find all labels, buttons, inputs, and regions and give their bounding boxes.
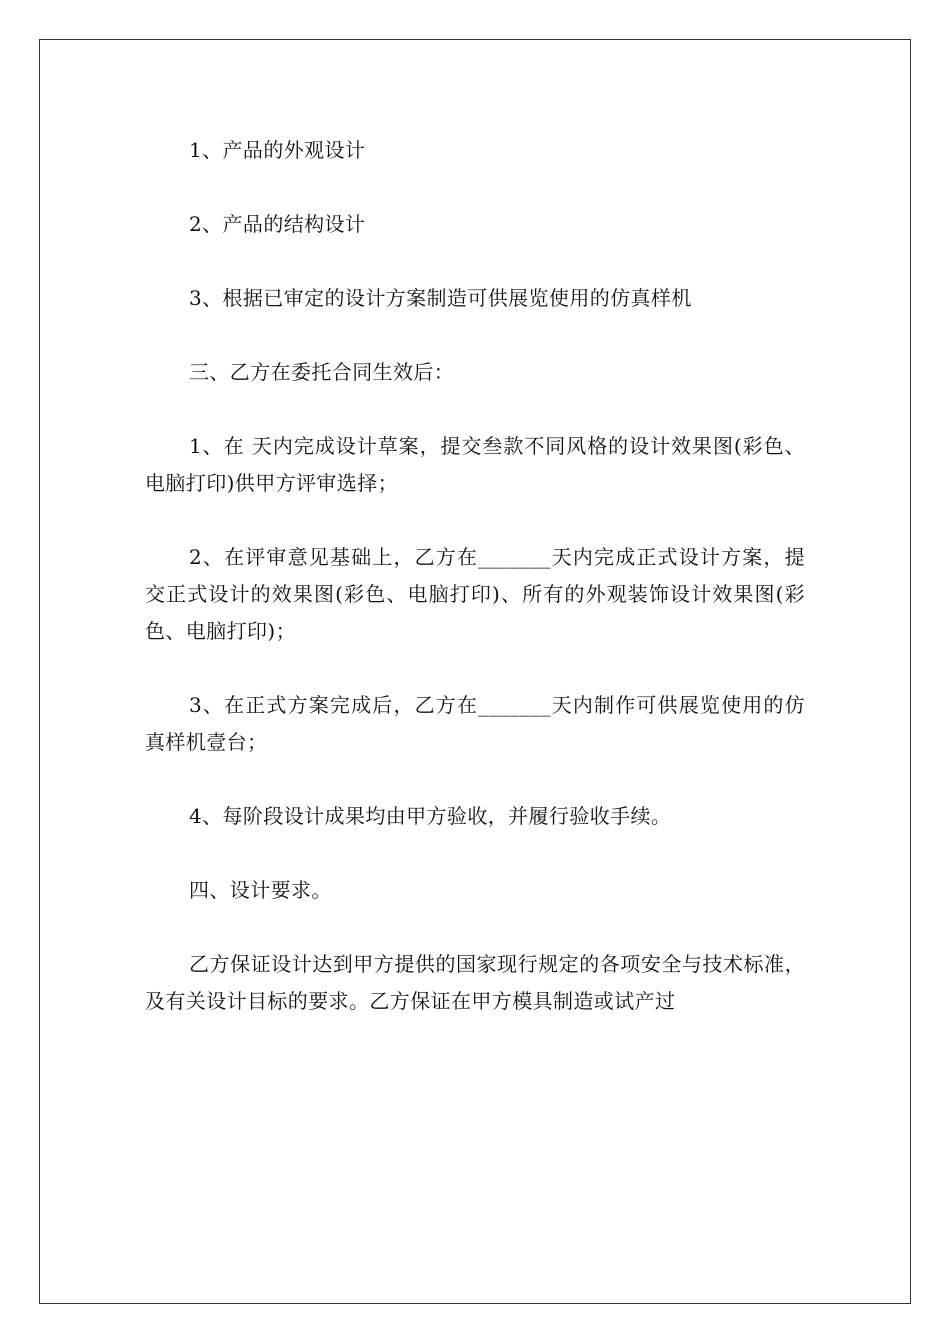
section-heading-4: 四、设计要求。: [189, 878, 332, 902]
paragraph-5: 1、在 天内完成设计草案，提交叁款不同风格的设计效果图(彩色、电脑打印)供甲方评审选择；: [145, 434, 805, 495]
document-body: [145, 132, 805, 1020]
paragraph-2: 2、产品的结构设计: [189, 212, 366, 236]
paragraph-7: 3、在正式方案完成后，乙方在_______天内制作可供展览使用的仿真样机壹台；: [145, 693, 805, 754]
section-heading-3: 三、乙方在委托合同生效后：: [189, 360, 455, 384]
paragraph-3: 3、根据已审定的设计方案制造可供展览使用的仿真样机: [189, 286, 692, 310]
paragraph-1: 1、产品的外观设计: [189, 138, 366, 162]
paragraph-8: 4、每阶段设计成果均由甲方验收，并履行验收手续。: [189, 804, 672, 828]
paragraph-6: 2、在评审意见基础上，乙方在_______天内完成正式设计方案，提交正式设计的效果图(彩色、电脑打印)、所有的外观装饰设计效果图(彩色、电脑打印)；: [145, 545, 805, 643]
paragraph-10: 乙方保证设计达到甲方提供的国家现行规定的各项安全与技术标准，及有关设计目标的要求。乙方保证在甲方模具制造或试产过: [145, 952, 805, 1013]
